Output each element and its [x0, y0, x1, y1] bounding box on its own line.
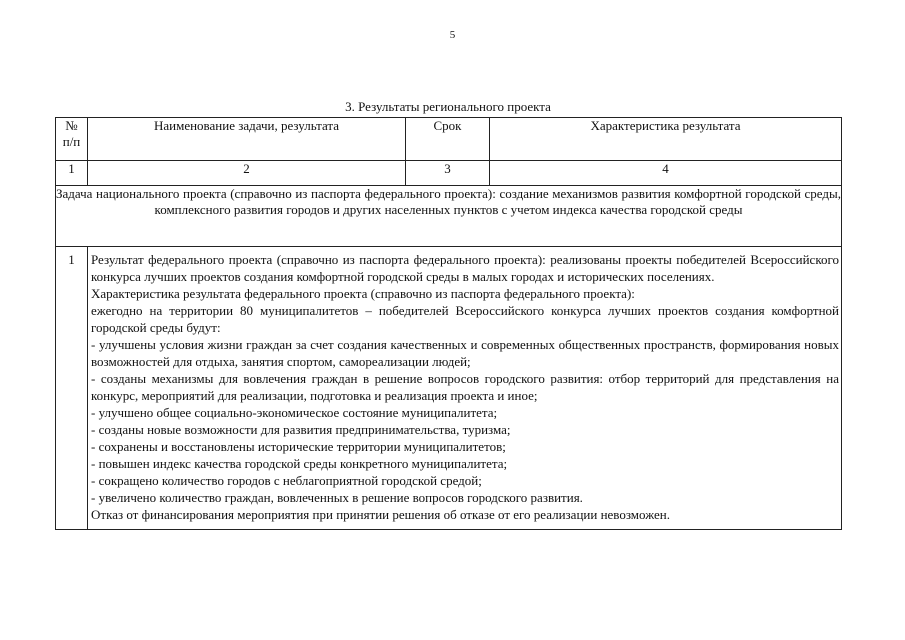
bullet-list [91, 336, 839, 506]
header-term: Срок [406, 118, 490, 161]
header-characteristic: Характеристика результата [490, 118, 842, 161]
section-title: 3. Результаты регионального проекта [345, 99, 551, 114]
column-number: 2 [88, 161, 406, 186]
header-row [56, 118, 842, 161]
column-number: 1 [56, 161, 88, 186]
result-content [88, 247, 842, 530]
results-table [55, 117, 842, 530]
row-number: 1 [56, 247, 88, 530]
bullet-item: - повышен индекс качества городской среды конкретного муниципалитета; [91, 456, 508, 471]
closing-text: Отказ от финансирования мероприятия при принятии решения об отказе от его реализации невозможен. [91, 507, 670, 522]
bullet-item: - созданы механизмы для вовлечения граждан в решение вопросов городского развития: отбор территорий для представления на конкурс, мероприятий для реализации, подготовка и реализация проекта и иное; [91, 371, 839, 403]
federal-result-text: Результат федерального проекта (справочно из паспорта федерального проекта): реализованы проекты победителей Всероссийского конкурса лучших проектов создания комфортной городской среды в малых городах и исторических поселениях. [91, 252, 839, 284]
page-number: 5 [449, 29, 456, 41]
characteristic-title: Характеристика результата федерального проекта (справочно из паспорта федерального проекта): [91, 286, 635, 301]
column-number-row [56, 161, 842, 186]
characteristic-intro: ежегодно на территории 80 муниципалитетов – победителей Всероссийского конкурса лучших проектов создания комфортной городской среды будут: [91, 303, 839, 335]
bullet-item: - улучшено общее социально-экономическое состояние муниципалитета; [91, 405, 498, 420]
bullet-item: - улучшены условия жизни граждан за счет создания качественных и современных общественных пространств, формирования новых возможностей для отдыха, занятия спортом, самореализации людей; [91, 337, 839, 369]
national-task-text: Задача национального проекта (справочно из паспорта федерального проекта): создание механизмов развития комфортной городской среды, комплексного развития городов и других населенных пунктов с учетом индекса качества городской среды [56, 186, 842, 247]
header-task: Наименование задачи, результата [88, 118, 406, 161]
result-row [56, 247, 842, 530]
bullet-item: - сохранены и восстановлены исторические территории муниципалитетов; [91, 439, 506, 454]
column-number: 4 [490, 161, 842, 186]
bullet-item: - увеличено количество граждан, вовлеченных в решение вопросов городского развития. [91, 490, 583, 505]
national-task-row [56, 186, 842, 247]
bullet-item: - сокращено количество городов с неблагоприятной городской средой; [91, 473, 482, 488]
header-num: № п/п [56, 118, 88, 161]
bullet-item: - созданы новые возможности для развития предпринимательства, туризма; [91, 422, 511, 437]
column-number: 3 [406, 161, 490, 186]
